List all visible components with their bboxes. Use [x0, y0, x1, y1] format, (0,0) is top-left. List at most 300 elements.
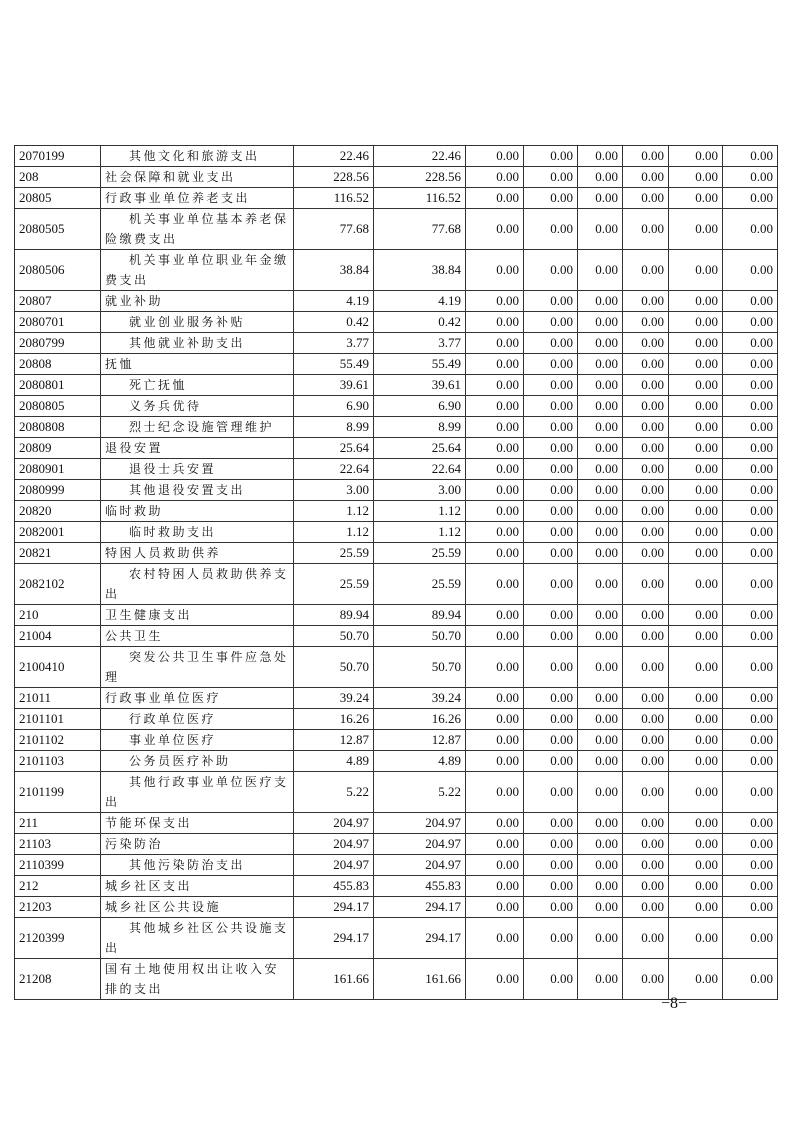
row-value: 0.00	[466, 626, 524, 647]
row-value: 0.00	[524, 354, 578, 375]
row-value: 25.59	[374, 564, 466, 605]
row-name: 公务员医疗补助	[101, 751, 294, 772]
table-row	[15, 647, 778, 688]
row-value: 0.00	[669, 438, 723, 459]
row-name: 义务兵优待	[101, 396, 294, 417]
row-value: 0.00	[578, 291, 623, 312]
table-row	[15, 312, 778, 333]
row-value: 204.97	[374, 834, 466, 855]
row-value: 0.00	[623, 688, 669, 709]
row-value: 0.00	[578, 543, 623, 564]
row-name: 机关事业单位职业年金缴费支出	[101, 250, 294, 291]
row-name: 其他城乡社区公共设施支出	[101, 918, 294, 959]
row-name: 其他就业补助支出	[101, 333, 294, 354]
row-value: 0.00	[578, 876, 623, 897]
row-value: 0.00	[669, 834, 723, 855]
row-value: 0.00	[524, 312, 578, 333]
row-value: 0.00	[524, 438, 578, 459]
row-value: 0.00	[524, 751, 578, 772]
row-code: 2101199	[15, 772, 101, 813]
row-value: 0.00	[723, 709, 778, 730]
row-value: 0.00	[669, 730, 723, 751]
row-value: 25.59	[294, 543, 374, 564]
row-value: 12.87	[294, 730, 374, 751]
table-row	[15, 480, 778, 501]
row-value: 0.00	[623, 876, 669, 897]
row-value: 0.00	[623, 480, 669, 501]
row-name: 社会保障和就业支出	[101, 167, 294, 188]
row-value: 0.00	[466, 209, 524, 250]
row-value: 0.00	[669, 291, 723, 312]
row-value: 0.00	[623, 772, 669, 813]
row-value: 0.00	[669, 813, 723, 834]
row-value: 0.00	[669, 605, 723, 626]
table-row	[15, 772, 778, 813]
row-value: 0.00	[723, 480, 778, 501]
row-value: 0.00	[578, 459, 623, 480]
row-value: 0.00	[524, 876, 578, 897]
row-value: 0.00	[578, 146, 623, 167]
row-value: 0.00	[723, 333, 778, 354]
row-value: 8.99	[374, 417, 466, 438]
table-row	[15, 751, 778, 772]
row-value: 0.00	[578, 772, 623, 813]
row-value: 0.00	[669, 167, 723, 188]
table-row	[15, 959, 778, 1000]
row-name: 公共卫生	[101, 626, 294, 647]
row-value: 0.00	[723, 375, 778, 396]
row-code: 2082102	[15, 564, 101, 605]
row-value: 204.97	[374, 855, 466, 876]
row-value: 0.42	[374, 312, 466, 333]
row-value: 0.00	[578, 626, 623, 647]
row-value: 204.97	[294, 855, 374, 876]
row-code: 2080505	[15, 209, 101, 250]
row-value: 0.00	[669, 688, 723, 709]
row-value: 0.00	[578, 813, 623, 834]
row-value: 0.00	[723, 438, 778, 459]
row-value: 89.94	[374, 605, 466, 626]
row-value: 0.00	[466, 564, 524, 605]
row-value: 22.46	[294, 146, 374, 167]
row-value: 116.52	[294, 188, 374, 209]
row-value: 0.00	[466, 834, 524, 855]
row-value: 0.00	[466, 459, 524, 480]
row-code: 210	[15, 605, 101, 626]
row-value: 0.00	[578, 354, 623, 375]
row-value: 0.00	[524, 564, 578, 605]
row-code: 2070199	[15, 146, 101, 167]
row-value: 0.00	[524, 626, 578, 647]
row-value: 0.00	[466, 751, 524, 772]
row-code: 2080805	[15, 396, 101, 417]
row-value: 0.00	[669, 709, 723, 730]
row-name: 污染防治	[101, 834, 294, 855]
row-value: 161.66	[374, 959, 466, 1000]
row-value: 0.00	[723, 626, 778, 647]
row-value: 0.00	[623, 438, 669, 459]
table-row	[15, 522, 778, 543]
row-value: 0.00	[723, 501, 778, 522]
table-row	[15, 543, 778, 564]
row-value: 0.00	[669, 855, 723, 876]
row-value: 0.00	[723, 834, 778, 855]
row-value: 0.00	[623, 375, 669, 396]
row-value: 22.46	[374, 146, 466, 167]
row-value: 4.19	[294, 291, 374, 312]
row-value: 0.00	[524, 459, 578, 480]
row-name: 卫生健康支出	[101, 605, 294, 626]
row-value: 0.00	[669, 250, 723, 291]
row-value: 0.00	[524, 146, 578, 167]
row-value: 77.68	[294, 209, 374, 250]
row-name: 抚恤	[101, 354, 294, 375]
table-row	[15, 291, 778, 312]
row-value: 5.22	[294, 772, 374, 813]
row-value: 0.00	[623, 291, 669, 312]
row-value: 16.26	[294, 709, 374, 730]
row-value: 0.00	[623, 751, 669, 772]
row-value: 228.56	[374, 167, 466, 188]
row-value: 0.00	[578, 312, 623, 333]
row-value: 0.00	[623, 522, 669, 543]
row-value: 0.00	[524, 291, 578, 312]
row-code: 20820	[15, 501, 101, 522]
row-value: 0.00	[669, 459, 723, 480]
row-value: 294.17	[294, 918, 374, 959]
row-name: 其他退役安置支出	[101, 480, 294, 501]
row-name: 城乡社区公共设施	[101, 897, 294, 918]
table-row	[15, 730, 778, 751]
row-value: 0.00	[466, 480, 524, 501]
row-value: 25.59	[294, 564, 374, 605]
table-row	[15, 459, 778, 480]
row-name: 其他文化和旅游支出	[101, 146, 294, 167]
row-name: 临时救助	[101, 501, 294, 522]
row-value: 0.00	[578, 480, 623, 501]
table-row	[15, 834, 778, 855]
row-value: 0.00	[669, 333, 723, 354]
row-value: 0.00	[623, 146, 669, 167]
row-value: 0.00	[669, 626, 723, 647]
row-value: 0.00	[578, 647, 623, 688]
row-value: 0.00	[466, 250, 524, 291]
row-value: 3.00	[294, 480, 374, 501]
row-value: 204.97	[374, 813, 466, 834]
table-row	[15, 417, 778, 438]
row-name: 农村特困人员救助供养支出	[101, 564, 294, 605]
row-value: 0.00	[524, 918, 578, 959]
row-value: 0.00	[723, 354, 778, 375]
row-value: 0.00	[466, 876, 524, 897]
row-value: 0.00	[723, 543, 778, 564]
row-value: 0.00	[723, 772, 778, 813]
row-value: 0.00	[723, 564, 778, 605]
row-value: 0.00	[723, 730, 778, 751]
row-value: 0.00	[723, 605, 778, 626]
page-number: −8−	[661, 995, 688, 1012]
row-value: 0.00	[466, 647, 524, 688]
row-value: 204.97	[294, 813, 374, 834]
row-value: 0.00	[723, 855, 778, 876]
row-code: 2080999	[15, 480, 101, 501]
row-value: 0.00	[578, 688, 623, 709]
row-value: 0.00	[723, 688, 778, 709]
row-value: 22.64	[294, 459, 374, 480]
row-value: 0.00	[669, 522, 723, 543]
row-value: 0.00	[669, 876, 723, 897]
row-value: 0.00	[623, 543, 669, 564]
row-name: 烈士纪念设施管理维护	[101, 417, 294, 438]
row-value: 38.84	[294, 250, 374, 291]
row-value: 0.00	[623, 918, 669, 959]
row-value: 0.00	[723, 918, 778, 959]
row-code: 20807	[15, 291, 101, 312]
row-value: 0.00	[723, 897, 778, 918]
row-value: 0.00	[466, 522, 524, 543]
row-value: 0.00	[524, 167, 578, 188]
row-code: 208	[15, 167, 101, 188]
table-row	[15, 564, 778, 605]
row-value: 0.00	[623, 209, 669, 250]
row-value: 50.70	[374, 626, 466, 647]
row-value: 0.00	[578, 897, 623, 918]
row-value: 25.59	[374, 543, 466, 564]
row-value: 3.00	[374, 480, 466, 501]
row-code: 211	[15, 813, 101, 834]
row-value: 0.00	[623, 564, 669, 605]
row-value: 1.12	[374, 501, 466, 522]
row-value: 0.00	[723, 312, 778, 333]
row-value: 0.00	[723, 167, 778, 188]
row-value: 0.00	[578, 417, 623, 438]
table-row	[15, 375, 778, 396]
row-value: 0.00	[524, 772, 578, 813]
row-value: 0.00	[578, 855, 623, 876]
row-code: 2101102	[15, 730, 101, 751]
row-value: 50.70	[294, 647, 374, 688]
row-value: 0.00	[669, 480, 723, 501]
row-value: 0.00	[623, 333, 669, 354]
row-value: 455.83	[374, 876, 466, 897]
row-value: 0.00	[723, 751, 778, 772]
row-value: 0.00	[524, 813, 578, 834]
row-value: 0.00	[623, 959, 669, 1000]
table-row	[15, 876, 778, 897]
row-value: 50.70	[294, 626, 374, 647]
row-name: 突发公共卫生事件应急处理	[101, 647, 294, 688]
row-value: 0.00	[524, 688, 578, 709]
row-value: 16.26	[374, 709, 466, 730]
row-value: 55.49	[294, 354, 374, 375]
row-name: 节能环保支出	[101, 813, 294, 834]
row-code: 2080799	[15, 333, 101, 354]
row-value: 0.00	[723, 417, 778, 438]
row-code: 2080506	[15, 250, 101, 291]
row-value: 0.00	[623, 626, 669, 647]
row-value: 0.00	[578, 751, 623, 772]
row-value: 0.00	[623, 459, 669, 480]
row-value: 0.00	[623, 709, 669, 730]
row-value: 1.12	[294, 522, 374, 543]
table-row	[15, 855, 778, 876]
row-value: 0.00	[466, 730, 524, 751]
row-value: 38.84	[374, 250, 466, 291]
row-name: 其他行政事业单位医疗支出	[101, 772, 294, 813]
row-code: 2120399	[15, 918, 101, 959]
row-code: 2101103	[15, 751, 101, 772]
row-value: 0.00	[524, 333, 578, 354]
row-value: 0.00	[669, 772, 723, 813]
row-name: 行政单位医疗	[101, 709, 294, 730]
row-value: 25.64	[294, 438, 374, 459]
table-row	[15, 688, 778, 709]
row-value: 0.00	[524, 605, 578, 626]
row-value: 0.00	[524, 543, 578, 564]
row-value: 0.00	[723, 459, 778, 480]
row-value: 4.89	[374, 751, 466, 772]
row-value: 0.00	[669, 417, 723, 438]
row-value: 0.00	[669, 501, 723, 522]
row-value: 0.00	[723, 396, 778, 417]
row-value: 0.00	[524, 188, 578, 209]
row-value: 6.90	[374, 396, 466, 417]
row-value: 0.00	[623, 605, 669, 626]
row-value: 0.00	[578, 959, 623, 1000]
row-value: 0.00	[623, 417, 669, 438]
row-value: 0.00	[669, 543, 723, 564]
table-row	[15, 250, 778, 291]
row-name: 特困人员救助供养	[101, 543, 294, 564]
row-value: 0.00	[524, 897, 578, 918]
row-code: 2101101	[15, 709, 101, 730]
row-value: 294.17	[374, 918, 466, 959]
row-name: 退役安置	[101, 438, 294, 459]
row-value: 39.61	[294, 375, 374, 396]
row-value: 0.00	[723, 876, 778, 897]
row-value: 0.00	[466, 709, 524, 730]
row-value: 0.00	[466, 396, 524, 417]
table-row	[15, 396, 778, 417]
row-value: 0.00	[669, 375, 723, 396]
row-code: 2100410	[15, 647, 101, 688]
table-row	[15, 333, 778, 354]
row-name: 死亡抚恤	[101, 375, 294, 396]
row-value: 0.00	[466, 897, 524, 918]
row-code: 212	[15, 876, 101, 897]
row-value: 0.00	[623, 396, 669, 417]
row-code: 2110399	[15, 855, 101, 876]
row-value: 0.00	[578, 438, 623, 459]
row-value: 0.00	[623, 834, 669, 855]
row-value: 12.87	[374, 730, 466, 751]
row-value: 0.00	[578, 333, 623, 354]
row-value: 0.00	[466, 375, 524, 396]
row-value: 3.77	[374, 333, 466, 354]
row-name: 其他污染防治支出	[101, 855, 294, 876]
row-code: 21208	[15, 959, 101, 1000]
row-name: 退役士兵安置	[101, 459, 294, 480]
row-code: 2080901	[15, 459, 101, 480]
row-value: 0.00	[578, 167, 623, 188]
row-value: 0.00	[669, 146, 723, 167]
row-value: 77.68	[374, 209, 466, 250]
row-value: 0.00	[669, 209, 723, 250]
row-value: 0.00	[623, 167, 669, 188]
row-value: 455.83	[294, 876, 374, 897]
row-value: 0.00	[466, 438, 524, 459]
row-value: 39.24	[374, 688, 466, 709]
row-value: 0.00	[524, 396, 578, 417]
table-row	[15, 188, 778, 209]
row-value: 22.64	[374, 459, 466, 480]
row-value: 0.00	[669, 897, 723, 918]
row-value: 0.00	[524, 709, 578, 730]
row-value: 0.00	[466, 605, 524, 626]
row-name: 机关事业单位基本养老保险缴费支出	[101, 209, 294, 250]
row-value: 55.49	[374, 354, 466, 375]
table-row	[15, 354, 778, 375]
row-value: 6.90	[294, 396, 374, 417]
row-value: 0.00	[578, 250, 623, 291]
row-value: 0.00	[723, 813, 778, 834]
row-code: 20805	[15, 188, 101, 209]
row-value: 0.00	[723, 522, 778, 543]
table-row	[15, 709, 778, 730]
row-value: 0.00	[466, 291, 524, 312]
row-value: 0.00	[669, 647, 723, 688]
row-value: 0.00	[466, 354, 524, 375]
row-value: 0.00	[578, 188, 623, 209]
row-value: 294.17	[294, 897, 374, 918]
row-value: 0.00	[723, 291, 778, 312]
row-value: 0.00	[524, 250, 578, 291]
table-row	[15, 918, 778, 959]
row-value: 0.00	[466, 959, 524, 1000]
row-value: 0.42	[294, 312, 374, 333]
row-value: 228.56	[294, 167, 374, 188]
table-row	[15, 501, 778, 522]
row-name: 临时救助支出	[101, 522, 294, 543]
row-value: 25.64	[374, 438, 466, 459]
row-value: 39.61	[374, 375, 466, 396]
row-value: 0.00	[669, 188, 723, 209]
row-value: 0.00	[723, 188, 778, 209]
row-name: 就业创业服务补贴	[101, 312, 294, 333]
table-row	[15, 897, 778, 918]
row-value: 5.22	[374, 772, 466, 813]
row-name: 事业单位医疗	[101, 730, 294, 751]
row-value: 0.00	[723, 959, 778, 1000]
row-code: 21004	[15, 626, 101, 647]
row-value: 0.00	[578, 522, 623, 543]
row-value: 0.00	[466, 312, 524, 333]
row-value: 0.00	[466, 501, 524, 522]
row-code: 2080808	[15, 417, 101, 438]
row-value: 0.00	[723, 647, 778, 688]
row-value: 0.00	[723, 250, 778, 291]
row-value: 0.00	[623, 730, 669, 751]
row-code: 21103	[15, 834, 101, 855]
row-value: 0.00	[466, 918, 524, 959]
row-value: 0.00	[578, 605, 623, 626]
row-value: 3.77	[294, 333, 374, 354]
row-value: 0.00	[623, 312, 669, 333]
row-value: 0.00	[524, 855, 578, 876]
row-value: 0.00	[524, 647, 578, 688]
row-value: 0.00	[669, 959, 723, 1000]
row-value: 0.00	[524, 501, 578, 522]
